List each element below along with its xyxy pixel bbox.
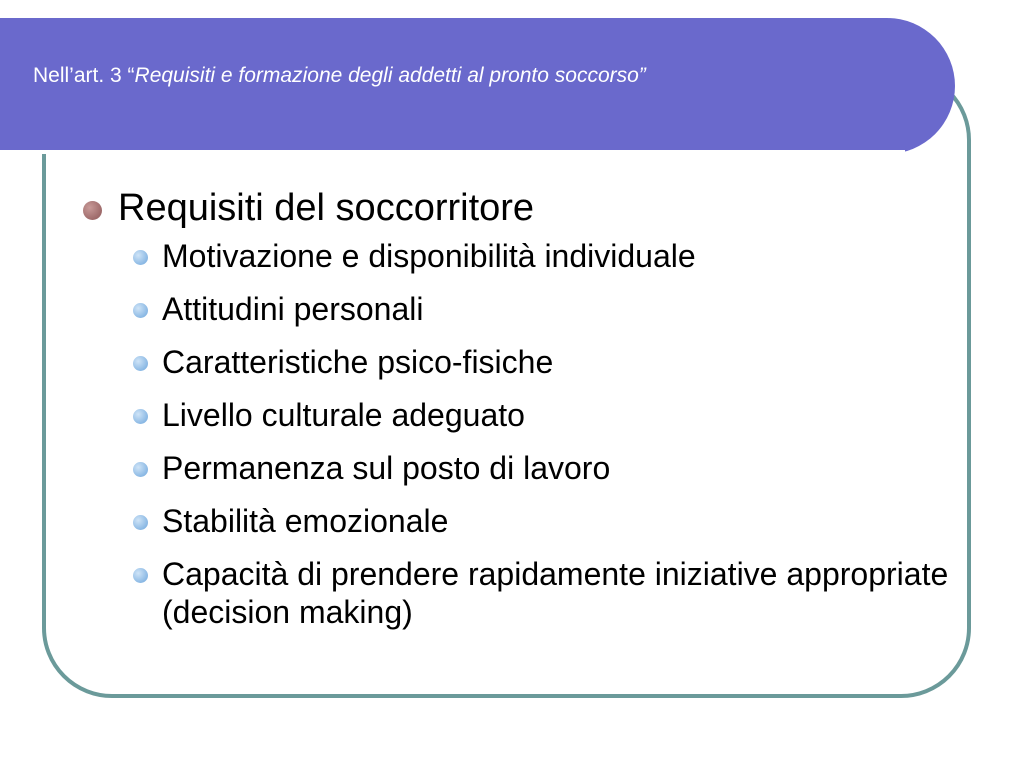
sub-bullet-icon xyxy=(133,515,148,530)
sub-bullet-item xyxy=(80,502,950,540)
sub-bullet-text: Motivazione e disponibilità individuale xyxy=(162,238,696,274)
sub-bullet-text: Livello culturale adeguato xyxy=(162,397,525,433)
slide-title-prefix: Nell’art. 3 “ xyxy=(33,64,135,87)
main-bullet-icon xyxy=(83,201,102,220)
sub-bullet-icon xyxy=(133,409,148,424)
sub-bullet-text: Permanenza sul posto di lavoro xyxy=(162,450,611,486)
sub-bullet-icon xyxy=(133,356,148,371)
sub-bullet-text: Attitudini personali xyxy=(162,291,424,327)
slide-content xyxy=(80,185,950,646)
sub-bullet-text: Stabilità emozionale xyxy=(162,503,449,539)
sub-bullet-text: Capacità di prendere rapidamente iniziative appropriate (decision making) xyxy=(162,556,949,630)
sub-bullet-item xyxy=(80,449,950,487)
sub-bullet-icon xyxy=(133,303,148,318)
sub-bullet-list xyxy=(80,237,950,631)
main-bullet-text: Requisiti del soccorritore xyxy=(118,187,535,229)
slide-title xyxy=(33,62,646,90)
sub-bullet-item xyxy=(80,343,950,381)
sub-bullet-item xyxy=(80,555,950,631)
sub-bullet-item xyxy=(80,290,950,328)
sub-bullet-icon xyxy=(133,250,148,265)
sub-bullet-text: Caratteristiche psico-fisiche xyxy=(162,344,554,380)
sub-bullet-icon xyxy=(133,568,148,583)
main-bullet-item xyxy=(80,185,950,231)
sub-bullet-item xyxy=(80,237,950,275)
slide-title-italic: Requisiti e formazione degli addetti al pronto soccorso” xyxy=(134,64,646,87)
sub-bullet-icon xyxy=(133,462,148,477)
sub-bullet-item xyxy=(80,396,950,434)
title-underline xyxy=(0,150,905,154)
